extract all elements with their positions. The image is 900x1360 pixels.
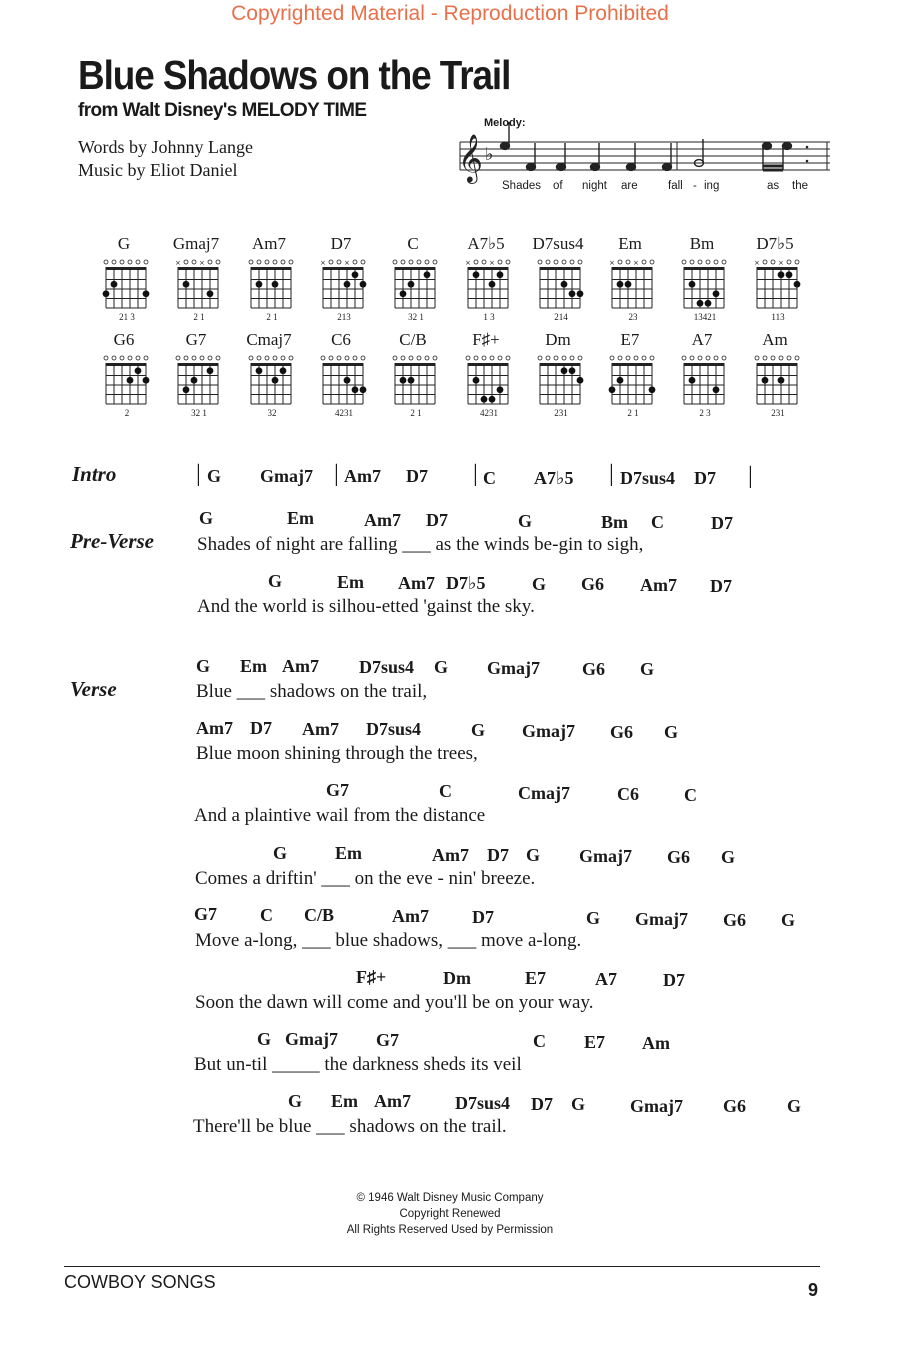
intro-chord: D7 — [694, 468, 716, 488]
chord-fingering: 113 — [771, 312, 785, 322]
chord-diagram-name: C/B — [399, 330, 427, 349]
chord-diagram-name: Cmaj7 — [246, 330, 292, 349]
chord-fingering: 2 1 — [266, 312, 278, 322]
chord-diagram-name: Bm — [689, 234, 715, 253]
subtitle-prefix: from Walt Disney's — [78, 100, 237, 121]
bar-line: | — [748, 463, 753, 489]
chord-fingering: 32 — [267, 408, 277, 418]
chord-symbol: A7 — [595, 969, 617, 989]
intro-chord: D7 — [406, 466, 428, 486]
chord-symbol: Bm — [601, 512, 628, 532]
chord-symbol: Am7 — [392, 906, 429, 926]
chord-diagram — [753, 258, 803, 310]
svg-text:×: × — [778, 259, 784, 267]
chord-symbol: Am — [642, 1033, 670, 1053]
lyric-line: But un-til _____ the darkness sheds its veil — [194, 1054, 522, 1075]
chord-symbol: G — [571, 1094, 586, 1114]
chord-diagram-name: A7♭5 — [467, 234, 505, 253]
chord-symbol: Am7 — [364, 510, 401, 530]
chord-diagram-name: G7 — [185, 330, 207, 349]
lyric-line: Move a-long, ___ blue shadows, ___ move a-long. — [195, 930, 582, 951]
chord-diagram-name: C6 — [331, 330, 351, 349]
svg-text:×: × — [465, 259, 471, 267]
song-title: Blue Shadows on the Trail — [78, 52, 511, 98]
bar-line: | — [196, 461, 201, 487]
chord-fingering: 213 — [337, 312, 351, 322]
chord-symbol: E7 — [525, 968, 547, 988]
chord-diagram — [319, 354, 369, 406]
chord-symbol: Am7 — [282, 656, 319, 676]
chord-symbol: D7♭5 — [446, 573, 486, 593]
chord-fingering: 4231 — [335, 408, 353, 418]
chord-symbol: D7 — [250, 718, 272, 738]
page-number: 9 — [808, 1280, 819, 1300]
chord-symbol: G — [471, 720, 486, 740]
melody-lyric: as — [767, 180, 780, 192]
chord-symbol: D7sus4 — [359, 657, 415, 677]
chord-symbol: G6 — [610, 722, 634, 742]
lyric-line: Shades of night are falling ___ as the winds be-gin to sigh, — [197, 534, 644, 555]
music-credit: Music by Eliot Daniel — [78, 160, 238, 180]
intro-chord: Gmaj7 — [260, 466, 313, 486]
chord-symbol: D7 — [531, 1094, 553, 1114]
chord-diagram — [608, 354, 658, 406]
melody-label: Melody: — [484, 117, 526, 129]
chord-fingering: 2 3 — [699, 408, 711, 418]
chord-symbol: D7 — [711, 513, 733, 533]
lyric-line: And the world is silhou-etted 'gainst the sky. — [197, 596, 535, 617]
chord-symbol: D7 — [663, 970, 685, 990]
svg-text:×: × — [754, 259, 760, 267]
chord-symbol: G6 — [723, 1096, 747, 1116]
chord-fingering: 2 1 — [193, 312, 205, 322]
lyric-line: There'll be blue ___ shadows on the trail. — [193, 1116, 507, 1137]
chord-symbol: G — [586, 908, 601, 928]
svg-text:×: × — [609, 259, 615, 267]
footer-rule — [64, 1266, 820, 1267]
chord-symbol: Em — [331, 1091, 358, 1111]
melody-lyric: of — [553, 180, 563, 192]
chord-symbol: F♯+ — [356, 967, 387, 987]
chord-symbol: E7 — [584, 1032, 606, 1052]
copyright-line: Copyright Renewed — [399, 1208, 501, 1220]
chord-fingering: 1 3 — [483, 312, 495, 322]
chord-symbol: D7sus4 — [366, 719, 422, 739]
chord-symbol: D7 — [472, 907, 494, 927]
section-label-pre-verse: Pre-Verse — [70, 529, 154, 553]
intro-chord: Am7 — [344, 466, 381, 486]
chord-diagram-name: F♯+ — [472, 330, 500, 349]
chord-fingering: 21 3 — [119, 312, 135, 322]
chord-diagram — [464, 354, 514, 406]
chord-symbol: G7 — [194, 904, 218, 924]
lyric-line: Comes a driftin' ___ on the eve - nin' breeze. — [195, 868, 536, 889]
chord-symbol: Em — [337, 572, 364, 592]
chord-symbol: Am7 — [398, 573, 435, 593]
chord-symbol: G — [273, 843, 288, 863]
chord-symbol: Gmaj7 — [522, 721, 575, 741]
chord-symbol: C/B — [304, 905, 335, 925]
melody-lyric: ing — [704, 180, 720, 192]
chord-diagram-name: Gmaj7 — [172, 234, 220, 253]
chord-symbol: G — [781, 910, 796, 930]
lyric-line: Blue ___ shadows on the trail, — [196, 681, 428, 702]
svg-text:×: × — [344, 259, 350, 267]
chord-symbol: Am7 — [374, 1091, 411, 1111]
chord-symbol: G7 — [326, 780, 350, 800]
svg-text:×: × — [175, 259, 181, 267]
chord-diagram — [174, 258, 224, 310]
chord-diagram — [464, 258, 514, 310]
melody-lyric: fall — [668, 180, 683, 192]
chord-fingering: 23 — [628, 312, 638, 322]
chord-diagram-name: Em — [618, 234, 642, 253]
chord-diagram — [391, 258, 441, 310]
chord-symbol: Em — [240, 656, 267, 676]
chord-symbol: C — [533, 1031, 546, 1051]
chord-diagram — [536, 258, 586, 310]
chord-symbol: C — [684, 785, 697, 805]
copyright-line: All Rights Reserved Used by Permission — [346, 1224, 554, 1236]
chord-symbol: Am7 — [302, 719, 339, 739]
chord-diagram-name: E7 — [620, 330, 640, 349]
chord-fingering: 231 — [771, 408, 785, 418]
chord-symbol: G — [640, 659, 655, 679]
bar-line: | — [473, 461, 478, 487]
chord-diagram-name: D7♭5 — [756, 234, 794, 253]
melody-lyric: are — [621, 180, 638, 192]
chord-symbol: C — [439, 781, 452, 801]
chord-fingering: 4231 — [480, 408, 498, 418]
chord-symbol: G6 — [723, 910, 747, 930]
chord-symbol: G — [288, 1091, 303, 1111]
chord-fingering: 13421 — [693, 312, 717, 322]
intro-chord: D7sus4 — [620, 468, 676, 488]
chord-symbol: D7sus4 — [455, 1093, 511, 1113]
chord-diagram — [319, 258, 369, 310]
svg-text:×: × — [489, 259, 495, 267]
intro-chord: A7♭5 — [534, 468, 574, 488]
chord-diagram-name: G6 — [113, 330, 135, 349]
chord-diagram — [391, 354, 441, 406]
chord-diagram — [247, 354, 297, 406]
intro-chord: G — [207, 466, 222, 486]
chord-symbol: G7 — [376, 1030, 400, 1050]
chord-diagram-name: Dm — [545, 330, 571, 349]
chord-symbol: D7 — [710, 576, 732, 596]
chord-symbol: G — [518, 511, 533, 531]
chord-symbol: D7 — [426, 510, 448, 530]
melody-lyric: Shades — [502, 180, 542, 192]
chord-diagram-name: D7sus4 — [532, 234, 584, 253]
chord-diagram — [608, 258, 658, 310]
subtitle-show: MELODY TIME — [241, 100, 367, 121]
chord-symbol: G6 — [582, 659, 606, 679]
chord-diagram — [102, 258, 152, 310]
chord-fingering: 214 — [554, 312, 568, 322]
chord-diagram — [680, 354, 730, 406]
chord-fingering: 2 1 — [627, 408, 639, 418]
chord-symbol: Am7 — [640, 575, 677, 595]
chord-symbol: G6 — [667, 847, 691, 867]
chord-diagram-name: G — [117, 234, 131, 253]
svg-text:𝄞: 𝄞 — [458, 133, 483, 182]
chord-symbol: G — [526, 845, 541, 865]
chord-symbol: C6 — [617, 784, 639, 804]
chord-diagram — [680, 258, 730, 310]
chord-symbol: Gmaj7 — [630, 1096, 683, 1116]
chord-symbol: G — [196, 656, 211, 676]
lyric-line: Soon the dawn will come and you'll be on your way. — [195, 992, 594, 1013]
chord-diagram — [753, 354, 803, 406]
chord-symbol: G — [434, 657, 449, 677]
lyric-line: And a plaintive wail from the distance — [194, 805, 486, 826]
chord-symbol: Gmaj7 — [635, 909, 688, 929]
chord-symbol: G6 — [581, 574, 605, 594]
chord-fingering: 231 — [554, 408, 568, 418]
words-credit: Words by Johnny Lange — [78, 137, 254, 157]
chord-diagram-name: D7 — [330, 234, 352, 253]
chord-fingering: 2 1 — [410, 408, 422, 418]
chord-symbol: Em — [287, 508, 314, 528]
chord-diagram-name: A7 — [691, 330, 713, 349]
melody-lyric: the — [792, 180, 808, 192]
melody-lyric: night — [582, 180, 607, 192]
chord-diagram — [247, 258, 297, 310]
chord-symbol: G — [268, 571, 283, 591]
melody-lyric: - — [693, 180, 697, 192]
copyright-watermark: Copyrighted Material - Reproduction Prohibited — [231, 2, 669, 25]
chord-symbol: G — [787, 1096, 802, 1116]
svg-text:×: × — [633, 259, 639, 267]
svg-text:♭: ♭ — [485, 144, 494, 165]
chord-symbol: Gmaj7 — [487, 658, 540, 678]
chord-symbol: G — [721, 847, 736, 867]
lyric-line: Blue moon shining through the trees, — [196, 743, 478, 764]
chord-symbol: Gmaj7 — [285, 1029, 338, 1049]
chord-symbol: G — [532, 574, 547, 594]
book-title: COWBOY SONGS — [64, 1272, 216, 1292]
svg-text:×: × — [320, 259, 326, 267]
svg-text:×: × — [199, 259, 205, 267]
chord-symbol: G — [199, 508, 214, 528]
chord-symbol: C — [260, 905, 273, 925]
chord-symbol: C — [651, 512, 664, 532]
section-label-verse: Verse — [70, 677, 117, 701]
section-label-intro: Intro — [72, 462, 117, 486]
chord-fingering: 32 1 — [408, 312, 424, 322]
chord-symbol: G — [257, 1029, 272, 1049]
chord-symbol: Am7 — [196, 718, 233, 738]
chord-diagram — [174, 354, 224, 406]
chord-symbol: Dm — [443, 968, 471, 988]
chord-symbol: Cmaj7 — [518, 783, 570, 803]
chord-diagram — [536, 354, 586, 406]
chord-fingering: 2 — [124, 408, 130, 418]
intro-chord: C — [483, 468, 496, 488]
chord-symbol: Gmaj7 — [579, 846, 632, 866]
chord-symbol: Am7 — [432, 845, 469, 865]
chord-symbol: D7 — [487, 845, 509, 865]
song-subtitle — [78, 100, 366, 122]
copyright-line: © 1946 Walt Disney Music Company — [356, 1192, 544, 1204]
bar-line: | — [609, 461, 614, 487]
chord-symbol: G — [664, 722, 679, 742]
chord-diagram-name: C — [407, 234, 419, 253]
chord-diagram — [102, 354, 152, 406]
chord-fingering: 32 1 — [191, 408, 207, 418]
chord-diagram-name: Am7 — [252, 234, 286, 253]
bar-line: | — [334, 461, 339, 487]
chord-symbol: Em — [335, 843, 362, 863]
chord-diagram-name: Am — [762, 330, 788, 349]
